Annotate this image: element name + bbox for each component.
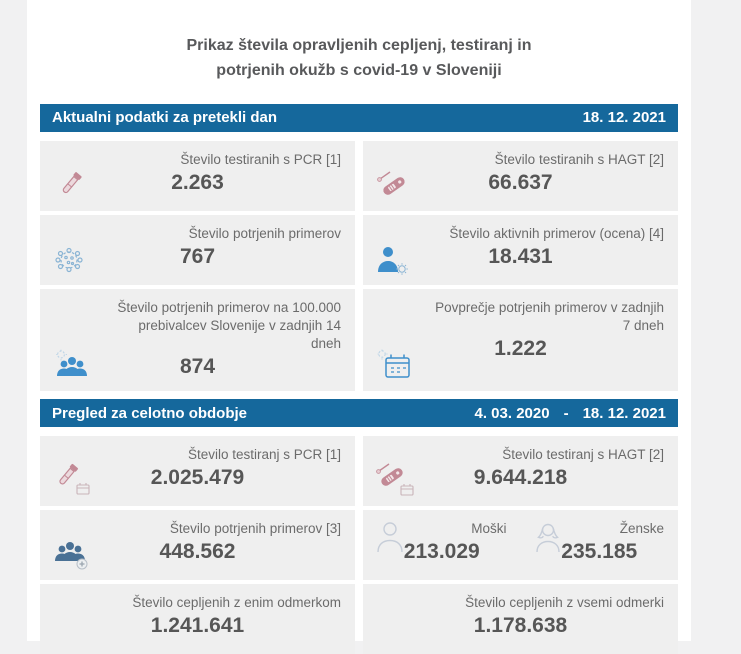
people-plus-icon: [52, 535, 96, 571]
stat-value: 1.222: [494, 337, 547, 361]
stat-label: Število potrjenih primerov [3]: [169, 521, 341, 537]
stat-card-vaccinated-one-dose: [40, 584, 355, 654]
stat-value: 235.185: [561, 540, 638, 564]
stat-card-active: [363, 215, 678, 285]
section-header-current-date: 18. 12. 2021: [582, 109, 666, 127]
stat-half-female: [521, 510, 679, 580]
stat-value: 1.178.638: [473, 614, 568, 638]
stat-label: Moški: [471, 521, 507, 537]
page-title-line2: potrjenih okužb s covid-19 v Sloveniji: [216, 61, 502, 79]
stat-label: Število testiranj s PCR [1]: [187, 447, 341, 463]
stat-card-confirmed-total: [40, 510, 355, 580]
date-separator: -: [563, 404, 569, 422]
stat-value: 2.025.479: [150, 466, 245, 490]
stat-label: Število testiranih s HAGT [2]: [494, 151, 664, 167]
stat-card-gender: [363, 510, 678, 580]
stat-value: 448.562: [159, 540, 236, 564]
stat-label: Število potrjenih primerov: [188, 225, 341, 241]
calendar-virus-icon: [375, 346, 419, 382]
total-stats-grid: [40, 436, 678, 654]
stat-card-7day-average: [363, 289, 678, 392]
stat-card-confirmed-daily: [40, 215, 355, 285]
stat-card-14day-incidence: [40, 289, 355, 392]
hagt-calendar-icon: [375, 461, 419, 497]
stat-card-hagt-total: [363, 436, 678, 506]
person-virus-icon: [375, 240, 419, 276]
stat-label: Število testiranj s HAGT [2]: [502, 447, 664, 463]
stat-half-male: [363, 510, 521, 580]
dashboard-sheet: [27, 0, 691, 641]
stat-label: Število cepljenih z vsemi odmerki: [465, 595, 664, 611]
stat-label: Število potrjenih primerov na 100.000 prebivalcev Slovenije v zadnjih 14 dneh: [117, 299, 341, 352]
date-from: 4. 03. 2020: [474, 404, 550, 422]
stat-label: Število aktivnih primerov (ocena) [4]: [449, 225, 664, 241]
pcr-calendar-icon: [52, 461, 96, 497]
page-title-line1: Prikaz števila opravljenih cepljenj, testiranj in: [186, 37, 532, 54]
stat-value: 2.263: [171, 170, 224, 194]
stat-card-hagt-daily: [363, 141, 678, 211]
male-icon: [373, 518, 417, 554]
stat-value: 1.241.641: [150, 614, 245, 638]
section-header-total-label: Pregled za celotno obdobje: [52, 404, 248, 422]
section-header-total: [40, 399, 678, 427]
hagt-test-icon: [375, 166, 419, 202]
people-virus-icon: [52, 346, 96, 382]
stat-label: Ženske: [619, 521, 664, 537]
stat-value: 874: [179, 355, 216, 379]
current-stats-grid: [40, 141, 678, 392]
page-title: [40, 34, 678, 84]
stat-value: 213.029: [403, 540, 480, 564]
pcr-tube-icon: [52, 166, 96, 202]
section-header-total-dates: [475, 405, 667, 422]
stat-card-pcr-total: [40, 436, 355, 506]
stat-value: 66.637: [488, 170, 553, 194]
section-header-current-label: Aktualni podatki za pretekli dan: [52, 109, 278, 127]
stat-value: 9.644.218: [473, 466, 568, 490]
stat-label: Število testiranih s PCR [1]: [180, 151, 341, 167]
stat-card-pcr-daily: [40, 141, 355, 211]
section-header-current: [40, 104, 678, 132]
stat-label: Povprečje potrjenih primerov v zadnjih 7 dneh: [435, 299, 664, 333]
stat-value: 767: [179, 244, 216, 268]
stat-value: 18.431: [488, 244, 553, 268]
date-to: 18. 12. 2021: [582, 404, 666, 422]
stat-label: Število cepljenih z enim odmerkom: [132, 595, 341, 611]
stat-card-vaccinated-all-doses: [363, 584, 678, 654]
virus-icon: [52, 240, 96, 276]
female-icon: [531, 518, 575, 554]
